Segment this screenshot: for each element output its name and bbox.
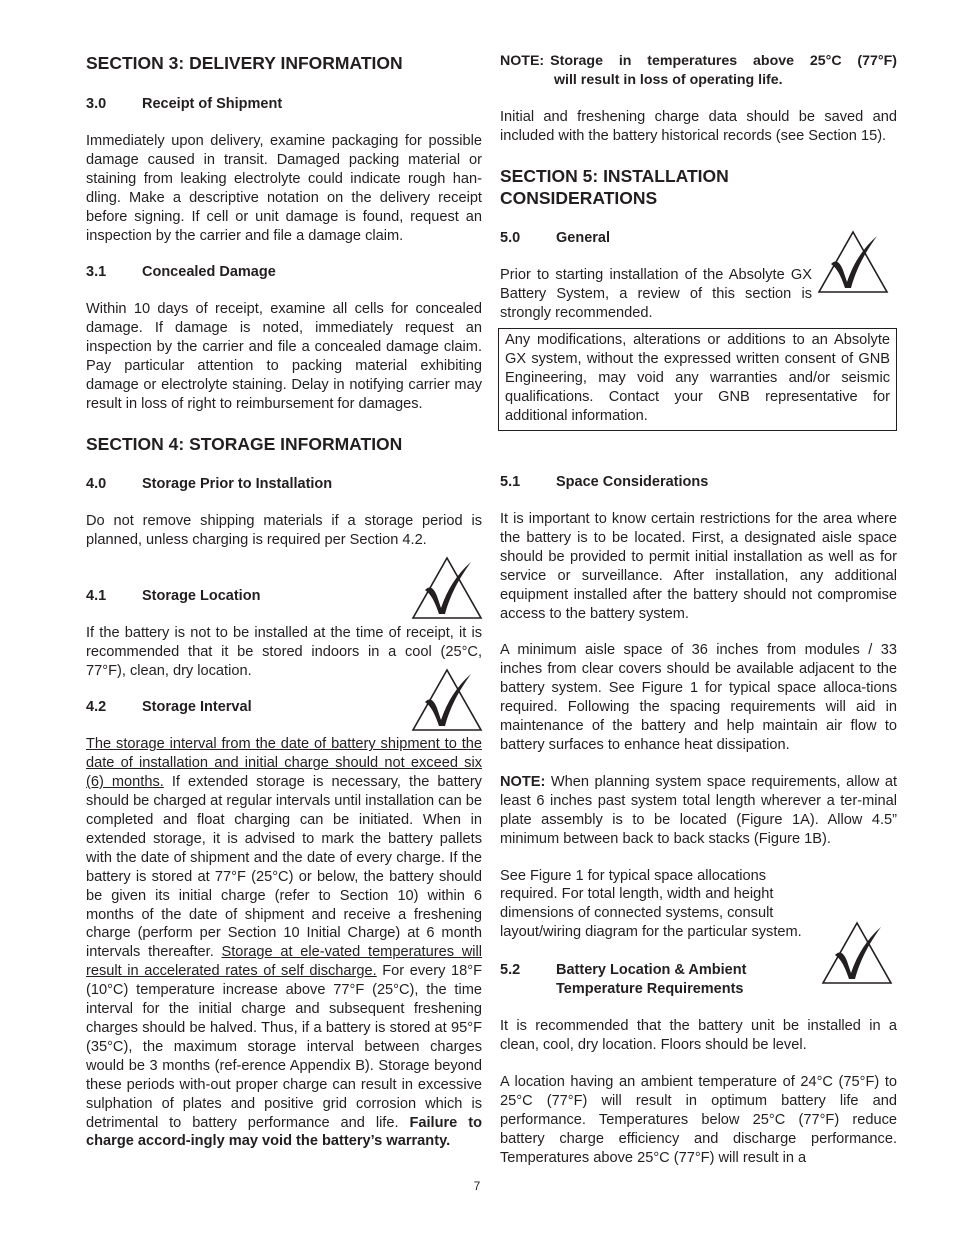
heading-4-1: 4.1 Storage Location [86, 587, 261, 604]
heading-3-1: 3.1 Concealed Damage [86, 264, 276, 281]
heading-4-0: 4.0 Storage Prior to Installation [86, 475, 333, 492]
freshening-para: Initial and freshening charge data should be saved and included with the battery historical records (see Section 15). [500, 109, 897, 144]
section4-title: SECTION 4: STORAGE INFORMATION [86, 433, 403, 454]
checkmark-icon [411, 668, 483, 732]
para-5-2-a: It is recommended that the battery unit be installed in a clean, cool, dry location. Floors should be level. [500, 1018, 897, 1054]
para-5-1-c: See Figure 1 for typical space allocations required. For total length, width and height dimensions of connected systems, consult layout/wiring diagram for the particular system. [500, 867, 802, 941]
heading-5-2: 5.2 Battery Location & Ambient Temperature Requirements [500, 962, 747, 998]
para-5-1-b: A minimum aisle space of 36 inches from modules / 33 inches from clear covers should be available adjacent to the battery system. See Figure 1 for typical space alloca-tions required. Following the spacing requirements will aid in maintenance of the battery and help maintain air flow to battery surfaces to enhance heat dissipation. [500, 642, 897, 753]
storage-note: NOTE: Storage in temperatures above 25°C (77°F) will result in loss of operating life. [500, 53, 897, 88]
heading-5-0: 5.0 General [500, 229, 610, 246]
section3-title: SECTION 3: DELIVERY INFORMATION [86, 53, 403, 73]
para-4-1: If the battery is not to be installed at the time of receipt, it is recommended that it be stored indoors in a cool (25°C, 77°F), clean, dry location. [86, 624, 482, 679]
heading-3-0: 3.0 Receipt of Shipment [86, 96, 283, 112]
heading-5-1: 5.1 Space Considerations [500, 474, 709, 490]
page-number: 7 [473, 1179, 481, 1193]
right-column-lower [500, 473, 897, 1167]
heading-4-2: 4.2 Storage Interval [86, 699, 252, 716]
para-3-0: Immediately upon delivery, examine packaging for possible damage caused in transit. Damaged packing material or staining from leaking electrolyte could indicate rough han-dling. Make a descriptive notation on the delivery receipt before signing. If cell or unit damage is found, request an inspection by the carrier and file a damage claim. [86, 133, 482, 244]
para-4-2: The storage interval from the date of battery shipment to the date of installation and initial charge should not exceed six (6) months. If extended storage is necessary, the battery should be charged at regular intervals until installation can be completed and float charging can be initiated. When in extended storage, it is advised to mark the battery pallets with the date of shipment and the date of every charge. If the battery is stored at 77°F (25°C) or below, the battery should be given its initial charge (refer to Section 10) within 6 months of the date of shipment and receive a freshening charge (perform per Section 10 Initial Charge) at 6 month intervals thereafter. Storage at ele-vated temperatures will result in accelerated rates of self discharge. For every 18°F (10°C) temperature increase above 77°F (25°C), the time interval for the initial charge and subsequent freshening charges should be halved. Thus, if a battery is stored at 95°F (35°C), the maximum storage interval between charges would be 3 months (ref-erence Appendix B). Storage beyond these periods with-out proper charge can result in excessive sulphation of plates and positive grid corrosion which is detrimental to battery performance and life. Failure to charge accord-ingly may void the battery’s warranty. [86, 736, 482, 1150]
section5-title: SECTION 5: INSTALLATION CONSIDERATIONS [500, 165, 729, 208]
para-4-0: Do not remove shipping materials if a storage period is planned, unless charging is required per Section 4.2. [86, 512, 482, 548]
right-column [500, 52, 897, 323]
para-5-1-note: NOTE: When planning system space requirements, allow at least 6 inches past system total length wherever a ter-minal plate assembly is to be located (Figure 1A). Allow 4.5” minimum between back to back stacks (Figure 1B). [500, 773, 897, 847]
para-5-1-a: It is important to know certain restrictions for the area where the battery is to be located. First, a designated aisle space should be provided to permit initial installation as well as for service or surveillance. After installation, any additional equipment installed after the battery should not compromise access to the battery system. [500, 511, 897, 622]
warning-box: Any modifications, alterations or additions to an Absolyte GX system, without the expressed written consent of GNB Engineering, may void any warranties and/or seismic qualifications. Contact your GNB representative for additional information. [498, 328, 897, 431]
para-3-1: Within 10 days of receipt, examine all cells for concealed damage. If damage is noted, immediately request an inspection by the carrier and file a concealed damage claim. Pay particular attention to packing material exhibiting damage or electrolyte staining. Delay in notifying carrier may result in loss of right to reimbursement for damages. [86, 301, 482, 412]
checkmark-icon [411, 556, 483, 620]
para-5-2-b: A location having an ambient temperature of 24°C (75°F) to 25°C (77°F) will result in optimum battery life and performance. Temperatures below 25°C (77°F) reduce battery charge efficiency and discharge performance. Temperatures above 25°C (77°F) will result in a [500, 1073, 897, 1166]
para-5-0: Prior to starting installation of the Absolyte GX Battery System, a review of this section is strongly recommended. [500, 266, 812, 321]
